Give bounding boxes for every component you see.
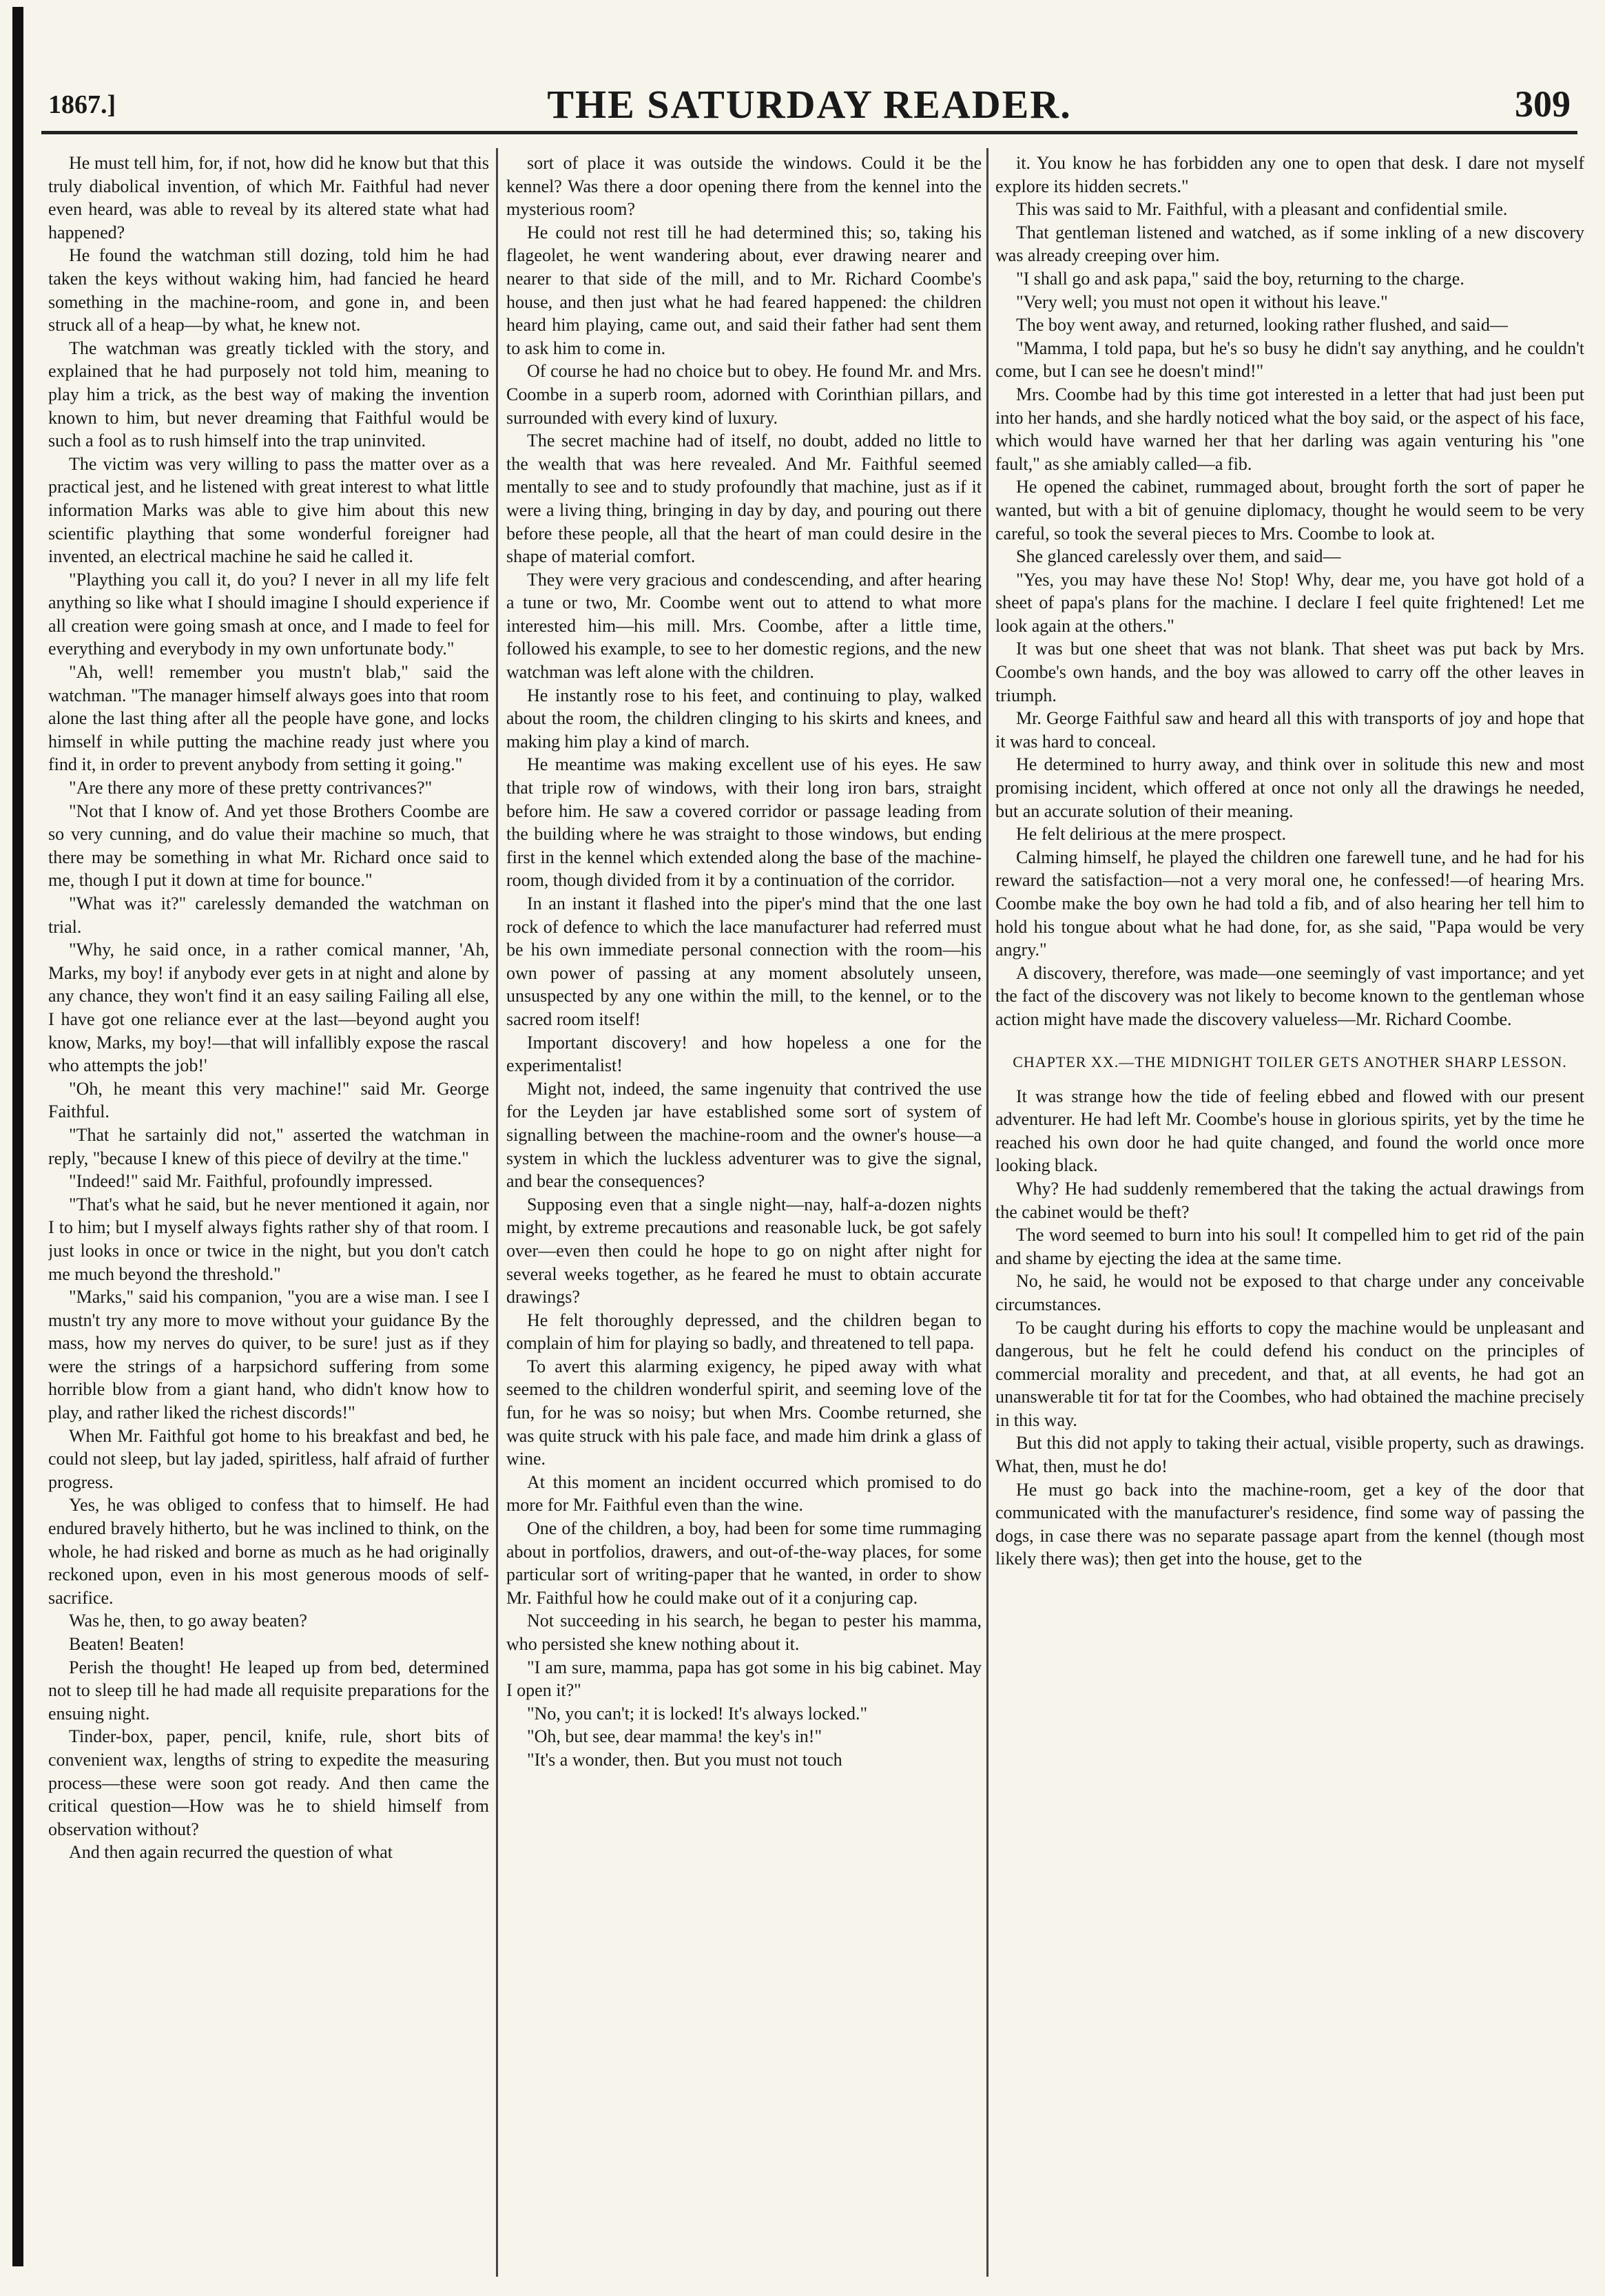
paragraph: sort of place it was outside the windows. Could it be the kennel? Was there a door opening there from the kennel into the mysterious room?: [506, 153, 982, 220]
paragraph: "Very well; you must not open it without his leave.": [1016, 291, 1388, 312]
paragraph: No, he said, he would not be exposed to that charge under any conceivable circumstances.: [995, 1271, 1584, 1314]
binding-edge: [12, 7, 23, 2266]
paragraph: Not succeeding in his search, he began to pester his mamma, who persisted she knew nothing about it.: [506, 1611, 982, 1654]
paragraph: Perish the thought! He leaped up from bed, determined not to sleep till he had made all requisite preparations for the ensuing night.: [48, 1657, 489, 1724]
paragraph: "Marks," said his companion, "you are a wise man. I see I mustn't try any more to move without your guidance By the mass, how my nerves do quiver, to be sure! just as if they were the strings of a harpsichord suffering from some horrible blow from a giant hand, who didn't know how to play, and rather liked the richest discords!": [48, 1287, 489, 1423]
paragraph: "Plaything you call it, do you? I never in all my life felt anything so like what I should imagine I should experience if all creation were going smash at once, and I made to feel for everything and everybody in my own unfortunate body.": [48, 569, 489, 659]
header-date: 1867.]: [48, 90, 116, 119]
paragraph: To avert this alarming exigency, he piped away with what seemed to the children wonderful spirit, and seeming love of the fun, for he was so noisy; but when Mrs. Coombe returned, she was quite struck with his pale face, and made him drink a glass of wine.: [506, 1356, 982, 1469]
paragraph: When Mr. Faithful got home to his breakfast and bed, he could not sleep, but lay jaded, spiritless, half afraid of further progress.: [48, 1425, 489, 1492]
paragraph: "What was it?" carelessly demanded the watchman on trial.: [48, 893, 489, 937]
paragraph: He opened the cabinet, rummaged about, brought forth the sort of paper he wanted, but with a bit of genuine diplomacy, thought he would seem to be very careful, so took the several pieces to Mrs. Coombe to look at.: [995, 477, 1584, 544]
paragraph: "Yes, you may have these No! Stop! Why, dear me, you have got hold of a sheet of papa's plans for the machine. I declare I feel quite frightened! Let me look again at the others.": [995, 569, 1584, 636]
paragraph: "Not that I know of. And yet those Brothers Coombe are so very cunning, and do value their machine so much, that there may be something in what Mr. Richard once said to me, though I put it down at time for bounce.": [48, 800, 489, 891]
paragraph: The victim was very willing to pass the matter over as a practical jest, and he listened with great interest to what little information Marks was able to give him about this new scientific plaything that some wonderful foreigner had invented, an electrical machine he said he called it.: [48, 453, 489, 567]
paragraph: But this did not apply to taking their actual, visible property, such as drawings. What, then, must he do!: [995, 1433, 1584, 1477]
paragraph: He could not rest till he had determined this; so, taking his flageolet, he went wandering about, ever drawing nearer and nearer to that side of the mill, and to Mr. Richard Coombe's house, and then just what he had feared happened: the children heard him playing, came out, and said their father had sent them to ask him to come in.: [506, 222, 982, 358]
paragraph: The secret machine had of itself, no doubt, added no little to the wealth that was here revealed. And Mr. Faithful seemed mentally to see and to study profoundly that machine, just as if it were a living thing, bringing in day by day, and pouring out there before these people, all that the heart of man could desire in the shape of material comfort.: [506, 431, 982, 567]
column-1: [48, 152, 489, 2273]
paragraph: "Ah, well! remember you mustn't blab," said the watchman. "The manager himself always goes into that room alone the last thing after all the people have gone, and locks himself in while putting the machine ready just where you find it, in order to prevent anybody from setting it going.": [48, 662, 489, 775]
paragraph: "Oh, but see, dear mamma! the key's in!": [527, 1726, 822, 1747]
paragraph: Was he, then, to go away beaten?: [69, 1611, 307, 1631]
paragraph: Supposing even that a single night—nay, half-a-dozen nights might, by extreme precautions and reasonable luck, be got safely over—even then could he hope to go on night after night for several weeks together, as he feared he must to obtain accurate drawings?: [506, 1194, 982, 1307]
page-header: [41, 76, 1577, 134]
paragraph: The boy went away, and returned, looking rather flushed, and said—: [1016, 315, 1508, 335]
paragraph: At this moment an incident occurred which promised to do more for Mr. Faithful even than the wine.: [506, 1471, 982, 1516]
paragraph: It was strange how the tide of feeling ebbed and flowed with our present adventurer. He had left Mr. Coombe's house in glorious spirits, yet by the time he reached his own door he had quite changed, and found the world once more looking black.: [995, 1086, 1584, 1176]
paragraph: He found the watchman still dozing, told him he had taken the keys without waking him, had fancied he heard something in the machine-room, and gone in, and been struck all of a heap—by what, he knew not.: [48, 245, 489, 335]
paragraph: He instantly rose to his feet, and continuing to play, walked about the room, the children clinging to his skirts and knees, and making him play a kind of march.: [506, 685, 982, 752]
paragraph: It was but one sheet that was not blank. That sheet was put back by Mrs. Coombe's own hands, and the boy was allowed to carry off the other leaves in triumph.: [995, 639, 1584, 705]
chapter-heading-line: CHAPTER XX.—THE MIDNIGHT TOILER GETS ANOTHER SHARP LESSON.: [1013, 1053, 1567, 1071]
paragraph: Tinder-box, paper, pencil, knife, rule, short bits of convenient wax, lengths of string to expedite the measuring process—these were soon got ready. And then came the critical question—How was he to shield himself from observation without?: [48, 1726, 489, 1839]
paragraph: He meantime was making excellent use of his eyes. He saw that triple row of windows, with their long iron bars, straight before him. He saw a covered corridor or passage leading from the building where he was straight to those windows, but ending first in the kennel which extended along the base of the machine-room, though divided from it by a continuation of the corridor.: [506, 754, 982, 891]
paragraph: To be caught during his efforts to copy the machine would be unpleasant and dangerous, but he felt he could defend his conduct on the principles of commercial morality and precedent, and that, at all events, he had got an unanswerable tit for tat for the Coombes, who had obtained the machine precisely in this way.: [995, 1317, 1584, 1430]
column-2: [506, 152, 982, 2273]
paragraph: "It's a wonder, then. But you must not touch: [527, 1749, 842, 1770]
paragraph: "Indeed!" said Mr. Faithful, profoundly impressed.: [69, 1171, 433, 1192]
paragraph: This was said to Mr. Faithful, with a pleasant and confidential smile.: [1016, 199, 1508, 220]
paragraph: She glanced carelessly over them, and said—: [1016, 546, 1341, 567]
paragraph: Mrs. Coombe had by this time got interested in a letter that had just been put into her hands, and she hardly noticed what the boy said, or the aspect of his face, which would have warned her that her darling was again venturing his "one fault," as she amiably called—a fib.: [995, 384, 1584, 474]
paragraph: Mr. George Faithful saw and heard all this with transports of joy and hope that it was hard to conceal.: [995, 708, 1584, 752]
paragraph: He must tell him, for, if not, how did he know but that this truly diabolical invention, of which Mr. Faithful had never even heard, was able to reveal by its altered state what had happened?: [48, 153, 489, 242]
paragraph: He felt thoroughly depressed, and the children began to complain of him for playing so badly, and threatened to tell papa.: [506, 1310, 982, 1354]
chapter-heading: [1009, 1052, 1571, 1073]
paragraph: Beaten! Beaten!: [69, 1634, 185, 1654]
paragraph: He determined to hurry away, and think over in solitude this new and most promising incident, which offered at once not only all the drawings he needed, but an accurate solution of their meaning.: [995, 754, 1584, 821]
paragraph: "I am sure, mamma, papa has got some in his big cabinet. May I open it?": [506, 1657, 982, 1701]
paragraph: He must go back into the machine-room, get a key of the door that communicated with the manufacturer's residence, find some way of passing the dogs, in case there was no separate passage apart from the kennel (though most likely there was); then get into the house, get to the: [995, 1479, 1584, 1569]
paragraph: "Why, he said once, in a rather comical manner, 'Ah, Marks, my boy! if anybody ever gets in at night and alone by any chance, they won't find it an easy sailing Failing all else, I have got one reliance ever at the last—beyond aught you know, Marks, my boy!—that will infallibly expose the rascal who attempts the job!': [48, 940, 489, 1076]
paragraph: Important discovery! and how hopeless a one for the experimentalist!: [506, 1032, 982, 1076]
column-3: [995, 152, 1584, 2273]
paragraph: it. You know he has forbidden any one to open that desk. I dare not myself explore its hidden secrets.": [995, 153, 1584, 196]
paragraph: Of course he had no choice but to obey. He found Mr. and Mrs. Coombe in a superb room, adorned with Corinthian pillars, and surrounded with every kind of luxury.: [506, 361, 982, 428]
paragraph: "That he sartainly did not," asserted the watchman in reply, "because I knew of this piece of devilry at the time.": [48, 1124, 489, 1168]
paragraph: The watchman was greatly tickled with the story, and explained that he had purposely not told him, meaning to play him a trick, as the best way of making the invention known to him, but never dreaming that Faithful would be such a fool as to rush himself into the trap uninvited.: [48, 338, 489, 451]
masthead-title: THE SATURDAY READER.: [547, 82, 1072, 127]
paragraph: He felt delirious at the mere prospect.: [1016, 824, 1287, 845]
paragraph: The word seemed to burn into his soul! It compelled him to get rid of the pain and shame by ejecting the idea at the same time.: [995, 1225, 1584, 1268]
paragraph: Calming himself, he played the children one farewell tune, and he had for his reward the satisfaction—not a very moral one, he confessed!—of hearing Mrs. Coombe make the boy own he had told a fib, and of also hearing her tell him to hold his tongue about what he had done, for, as she said, "Papa would be very angry.": [995, 847, 1584, 960]
paragraph: One of the children, a boy, had been for some time rummaging about in portfolios, drawers, and out-of-the-way places, for some particular sort of writing-paper that he wanted, in order to show Mr. Faithful how he could make out of it a conjuring cap.: [506, 1518, 982, 1608]
paragraph: Might not, indeed, the same ingenuity that contrived the use for the Leyden jar have established some sort of system of signalling between the machine-room and the owner's house—a system in which the luckless adventurer was to give the signal, and bear the consequences?: [506, 1078, 982, 1192]
column-rule: [986, 148, 988, 2277]
paragraph: "Oh, he meant this very machine!" said Mr. George Faithful.: [48, 1078, 489, 1122]
paragraph: "No, you can't; it is locked! It's always locked.": [527, 1703, 868, 1724]
paragraph: "That's what he said, but he never mentioned it again, nor I to him; but I myself always fights rather shy of that room. I just looks in once or twice in the night, but you don't catch me much beyond the threshold.": [48, 1194, 489, 1284]
paragraph: In an instant it flashed into the piper's mind that the one last rock of defence to which the lace manufacturer had referred must be his own immediate personal connection with the room—his own power of passing at any moment absolutely unseen, unsuspected by any one within the mill, to the kennel, or to the sacred room itself!: [506, 893, 982, 1029]
paragraph: Why? He had suddenly remembered that the taking the actual drawings from the cabinet would be theft?: [995, 1178, 1584, 1222]
paragraph: A discovery, therefore, was made—one seemingly of vast importance; and yet the fact of the discovery was not likely to become known to the gentleman whose action might have made the discovery valueless—Mr. Richard Coombe.: [995, 962, 1584, 1029]
page-number: 309: [1515, 83, 1571, 125]
paragraph: And then again recurred the question of what: [69, 1842, 393, 1863]
paragraph: "Mamma, I told papa, but he's so busy he didn't say anything, and he couldn't come, but I can see he doesn't mind!": [995, 338, 1584, 382]
paragraph: That gentleman listened and watched, as if some inkling of a new discovery was already creeping over him.: [995, 222, 1584, 266]
paragraph: Yes, he was obliged to confess that to himself. He had endured bravely hitherto, but he was inclined to think, on the whole, he had risked and borne as much as he had originally reckoned upon, even in his most generous moods of self-sacrifice.: [48, 1495, 489, 1608]
column-rule: [496, 148, 498, 2277]
paragraph: "I shall go and ask papa," said the boy, returning to the charge.: [1016, 268, 1464, 289]
paragraph: They were very gracious and condescending, and after hearing a tune or two, Mr. Coombe went out to attend to what more interested him—his mill. Mrs. Coombe, after a little time, followed his example, to see to her domestic regions, and the new watchman was left alone with the children.: [506, 569, 982, 683]
paragraph: "Are there any more of these pretty contrivances?": [69, 778, 433, 798]
